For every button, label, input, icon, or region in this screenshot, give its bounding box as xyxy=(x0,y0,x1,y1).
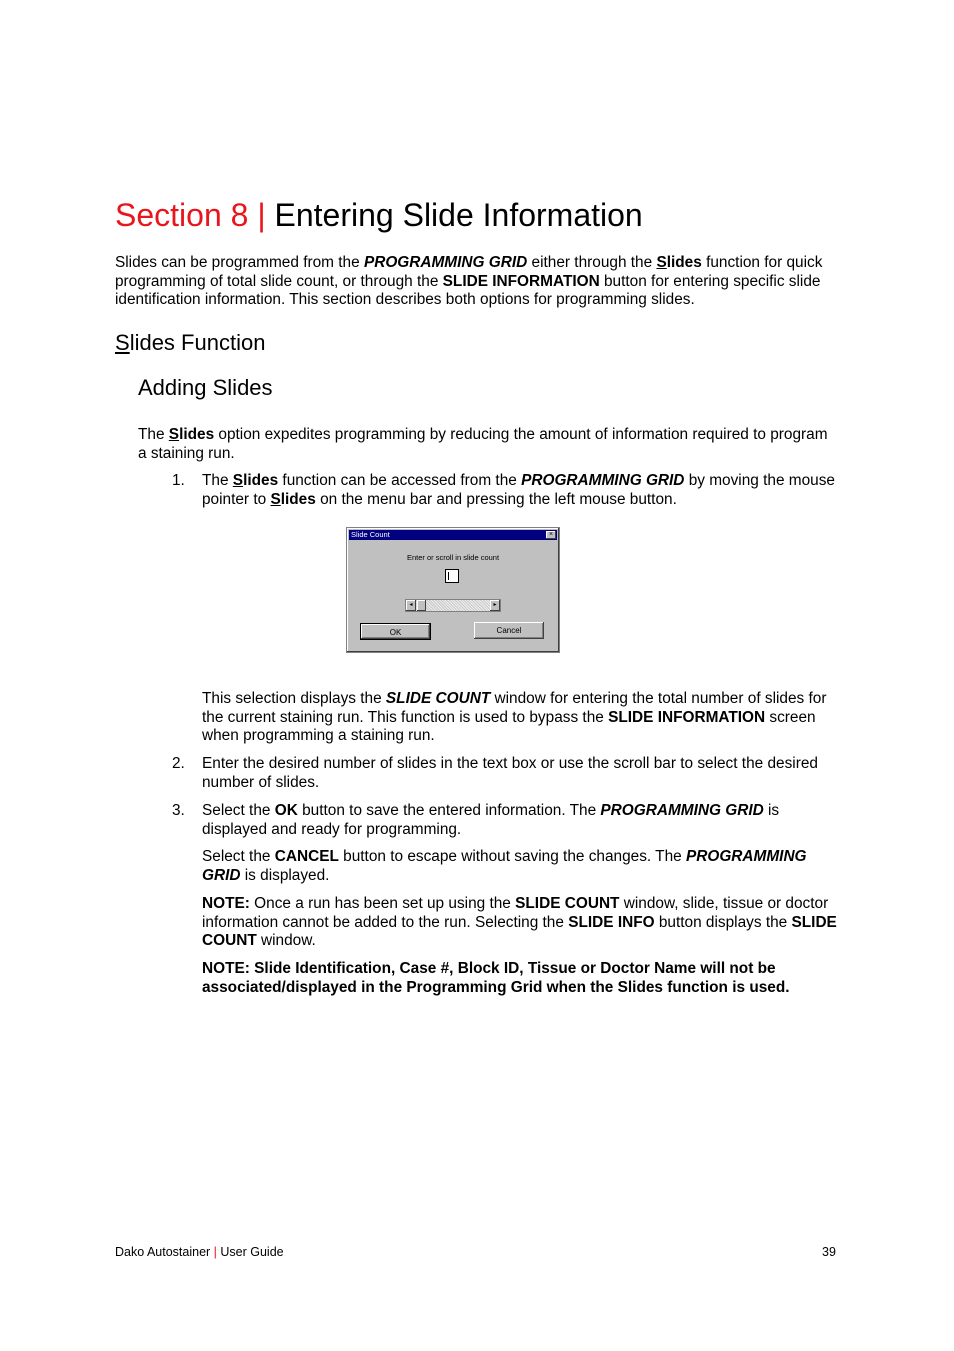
step-2-number: 2. xyxy=(172,755,185,772)
heading-adding-slides: Adding Slides xyxy=(138,375,273,400)
dialog-title: Slide Count xyxy=(351,530,390,539)
note-1: NOTE: Once a run has been set up using the SLIDE COUNT window, slide, tissue or doctor information cannot be added to the run. Selecting the SLIDE INFO button displays the SLIDE COUNT window. xyxy=(202,895,837,950)
slides-option-paragraph: The Slides option expedites programming by reducing the amount of information required to program a staining run. xyxy=(138,426,828,462)
step-1-number: 1. xyxy=(172,472,185,489)
scroll-right-icon[interactable]: ▸ xyxy=(490,600,500,611)
step-1-text: The Slides function can be accessed from the PROGRAMMING GRID by moving the mouse pointer to Slides on the menu bar and pressing the left mouse button. xyxy=(202,472,835,508)
step-3-text: Select the OK button to save the entered information. The PROGRAMMING GRID is displayed and ready for programming. xyxy=(202,802,780,838)
section-number: Section 8 | xyxy=(115,197,266,233)
heading-slides-function: Slides Function xyxy=(115,330,266,355)
ok-button[interactable]: OK xyxy=(360,623,431,640)
slide-count-description: This selection displays the SLIDE COUNT window for entering the total number of slides for the current staining run. This function is used to bypass the SLIDE INFORMATION screen when programming a staining run. xyxy=(202,690,827,745)
dialog-titlebar xyxy=(349,530,557,540)
slide-count-dialog xyxy=(346,527,560,653)
text-caret xyxy=(448,572,449,580)
close-icon[interactable]: × xyxy=(546,531,556,539)
step-3-number: 3. xyxy=(172,802,185,819)
scroll-left-icon[interactable]: ◂ xyxy=(406,600,416,611)
step-2-text: Enter the desired number of slides in the text box or use the scroll bar to select the desired number of slides. xyxy=(202,755,818,791)
dialog-prompt: Enter or scroll in slide count xyxy=(406,553,500,562)
cancel-paragraph: Select the CANCEL button to escape without saving the changes. The PROGRAMMING GRID is displayed. xyxy=(202,848,807,884)
section-title xyxy=(115,195,643,235)
section-name: Entering Slide Information xyxy=(274,197,643,233)
intro-paragraph: Slides can be programmed from the PROGRAMMING GRID either through the Slides function for quick programming of total slide count, or through the SLIDE INFORMATION button for entering specific slide identification information. This section describes both options for programming slides. xyxy=(115,254,823,309)
slide-count-scrollbar[interactable] xyxy=(405,599,501,612)
page-number: 39 xyxy=(822,1245,836,1259)
cancel-button[interactable]: Cancel xyxy=(474,622,544,639)
scroll-thumb[interactable] xyxy=(417,600,426,611)
slide-count-input[interactable] xyxy=(445,569,459,583)
note-2: NOTE: Slide Identification, Case #, Block ID, Tissue or Doctor Name will not be associated/displayed in the Programming Grid when the Slides function is used. xyxy=(202,960,790,996)
footer-title: Dako Autostainer | User Guide xyxy=(115,1245,284,1259)
